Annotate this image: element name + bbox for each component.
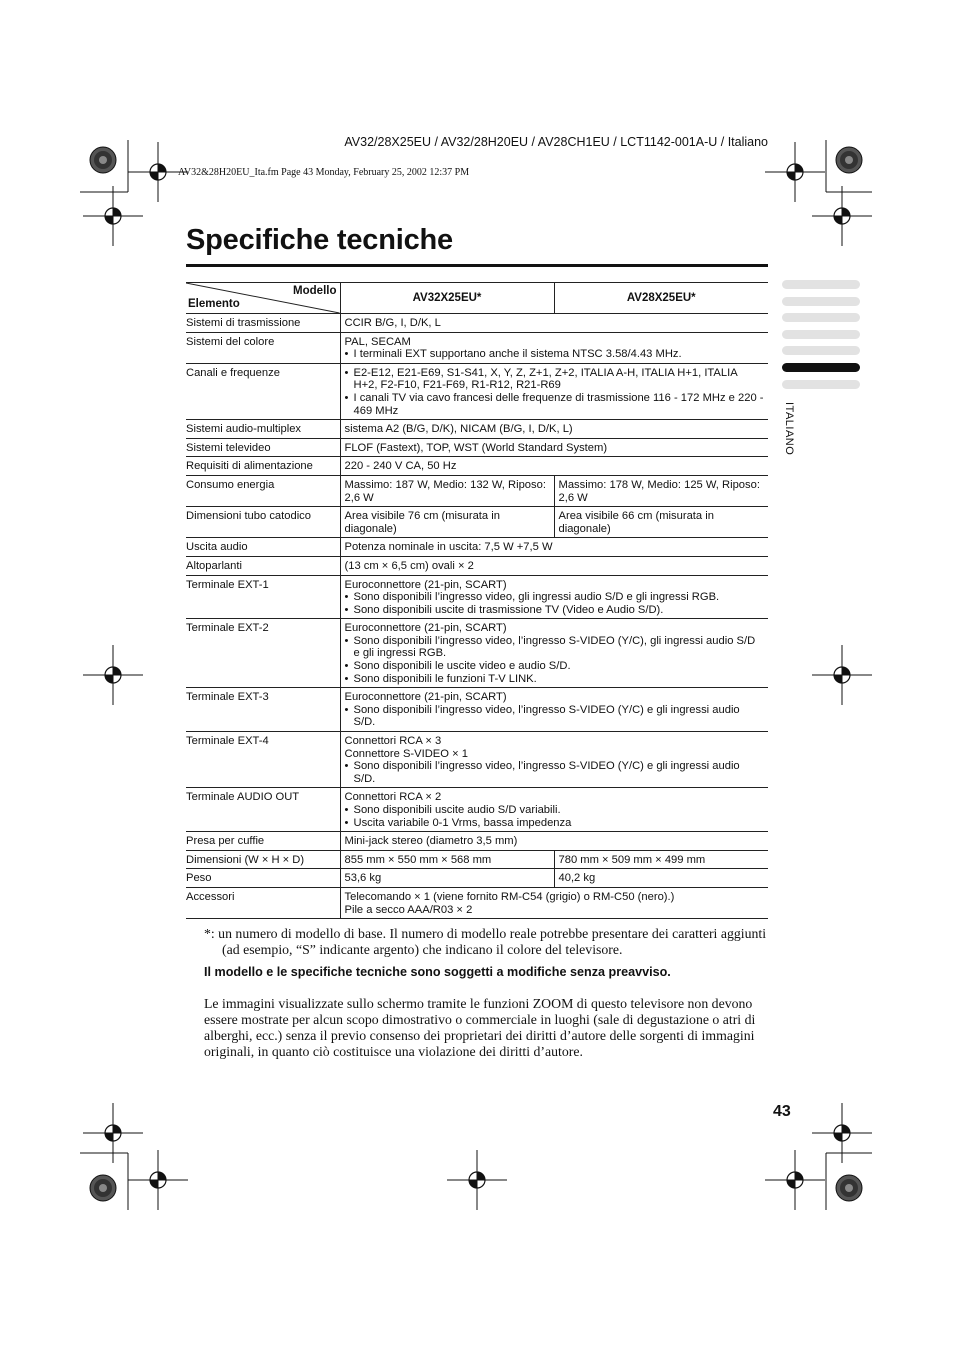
- row-label: Altoparlanti: [186, 556, 340, 575]
- row-value: [340, 457, 768, 476]
- value-line: Connettore S-VIDEO × 1: [344, 747, 468, 760]
- header-models: AV32/28X25EU / AV32/28H20EU / AV28CH1EU / LCT1142-001A-U / Italiano: [344, 135, 768, 149]
- row-value-col1: 53,6 kg: [340, 869, 554, 888]
- diagonal-header-cell: [186, 283, 340, 314]
- spec-table-header: [186, 283, 768, 314]
- table-row: [186, 887, 768, 918]
- value-line: CCIR B/G, I, D/K, L: [344, 317, 441, 329]
- value-line: Potenza nominale in uscita: 7,5 W +7,5 W: [344, 541, 553, 554]
- bullet-item: • I terminali EXT supportano anche il sistema NTSC 3.58/4.43 MHz.: [345, 348, 765, 361]
- tab-bar: [782, 297, 860, 306]
- tab-bar: [782, 380, 860, 389]
- row-value-col2: Massimo: 178 W, Medio: 125 W, Riposo: 2,6 W: [554, 475, 768, 506]
- row-value: [340, 420, 768, 439]
- bullet-list: [345, 367, 765, 417]
- row-label: Terminale AUDIO OUT: [186, 788, 340, 832]
- side-language-label: ITALIANO: [783, 402, 795, 456]
- row-label: Terminale EXT-1: [186, 575, 340, 619]
- row-label: Accessori: [186, 887, 340, 918]
- row-value: [340, 832, 768, 851]
- row-label: Terminale EXT-2: [186, 619, 340, 688]
- model-header-2: AV28X25EU*: [554, 283, 768, 314]
- model-header-1: AV32X25EU*: [340, 283, 554, 314]
- row-value-col1: Area visibile 76 cm (misurata in diagonale): [340, 507, 554, 538]
- row-label: Uscita audio: [186, 538, 340, 557]
- row-label: Sistemi del colore: [186, 332, 340, 363]
- tab-bar-active: [782, 363, 860, 372]
- table-row: [186, 457, 768, 476]
- row-value: [340, 688, 768, 732]
- table-row: [186, 314, 768, 333]
- bullet-list: [345, 348, 765, 361]
- row-value: [340, 732, 768, 788]
- language-tab-bars: [782, 280, 860, 396]
- table-row: [186, 732, 768, 788]
- bullet-list: [345, 635, 765, 685]
- row-value: [340, 788, 768, 832]
- tab-bar: [782, 346, 860, 355]
- value-line: 220 - 240 V CA, 50 Hz: [344, 460, 457, 473]
- bullet-list: [345, 591, 765, 616]
- table-row: [186, 832, 768, 851]
- row-value: [340, 538, 768, 557]
- value-line: Connettori RCA × 3: [344, 735, 442, 748]
- tab-bar: [782, 313, 860, 322]
- table-row: [186, 332, 768, 363]
- bullet-item: • Sono disponibili l’ingresso video, l’ingresso S-VIDEO (Y/C) e gli ingressi audio S/D.: [345, 760, 765, 785]
- row-value: [340, 438, 768, 457]
- value-line: Mini-jack stereo (diametro 3,5 mm): [344, 835, 518, 848]
- row-value-col2: Area visibile 66 cm (misurata in diagonale): [554, 507, 768, 538]
- row-value: [340, 556, 768, 575]
- row-value: [340, 314, 768, 333]
- bullet-item: • Sono disponibili le uscite video e audio S/D.: [345, 660, 765, 673]
- row-value: [340, 332, 768, 363]
- bullet-item: • Sono disponibili le funzioni T-V LINK.: [345, 673, 765, 686]
- row-label: Presa per cuffie: [186, 832, 340, 851]
- row-label: Canali e frequenze: [186, 363, 340, 419]
- row-value-col2: 40,2 kg: [554, 869, 768, 888]
- footnote: *: un numero di modello di base. Il numero di modello reale potrebbe presentare dei caratteri aggiunti (ad esempio, “S” indicante argento) che indicano il colore del televisore.: [204, 926, 767, 957]
- value-line: sistema A2 (B/G, D/K), NICAM (B/G, I, D/K, L): [344, 423, 573, 436]
- row-label: Requisiti di alimentazione: [186, 457, 340, 476]
- value-line: FLOF (Fastext), TOP, WST (World Standard System): [344, 441, 608, 454]
- value-line: Euroconnettore (21-pin, SCART): [344, 578, 507, 591]
- bullet-list: [345, 704, 765, 729]
- header-file-info: AV32&28H20EU_Ita.fm Page 43 Monday, February 25, 2002 12:37 PM: [178, 167, 470, 178]
- bullet-item: • Sono disponibili uscite di trasmissione TV (Video e Audio S/D).: [345, 604, 765, 617]
- row-label: Sistemi di trasmissione: [186, 314, 340, 333]
- table-row: [186, 475, 768, 506]
- value-line: Euroconnettore (21-pin, SCART): [344, 691, 507, 704]
- table-row: [186, 507, 768, 538]
- header-model-label: Modello: [293, 285, 337, 297]
- row-value-col1: 855 mm × 550 mm × 568 mm: [340, 850, 554, 869]
- row-value: [340, 887, 768, 918]
- value-line: (13 cm × 6,5 cm) ovali × 2: [344, 559, 474, 572]
- table-row: [186, 619, 768, 688]
- tab-bar: [782, 330, 860, 339]
- bullet-item: • Sono disponibili l’ingresso video, l’ingresso S-VIDEO (Y/C), gli ingressi audio S/D e gli ingressi RGB.: [345, 635, 765, 660]
- spec-table: [186, 282, 768, 919]
- title-rule: [186, 264, 768, 267]
- value-line: Pile a secco AAA/R03 × 2: [344, 903, 473, 916]
- zoom-copyright-paragraph: Le immagini visualizzate sullo schermo tramite le funzioni ZOOM di questo televisore non devono essere mostrate per alcun scopo dimostrativo o commerciale in luoghi (sale di degustazione o atri di alberghi, ecc.) senza il previo consenso dei proprietari dei diritti d’autore delle sorgenti di immagini originali, in quanto ciò costituisce una violazione dei diritti d’autore.: [204, 996, 756, 1059]
- row-label: Terminale EXT-3: [186, 688, 340, 732]
- bullet-list: [345, 804, 765, 829]
- spec-table-body: [186, 314, 768, 919]
- bullet-item: • Sono disponibili uscite audio S/D variabili.: [345, 804, 765, 817]
- row-value: [340, 619, 768, 688]
- page-number: 43: [773, 1103, 791, 1120]
- row-value-col1: Massimo: 187 W, Medio: 132 W, Riposo: 2,6 W: [340, 475, 554, 506]
- table-row: [186, 688, 768, 732]
- row-label: Sistemi televideo: [186, 438, 340, 457]
- table-row: [186, 575, 768, 619]
- row-value: [340, 363, 768, 419]
- row-label: Sistemi audio-multiplex: [186, 420, 340, 439]
- value-line: Connettori RCA × 2: [344, 791, 442, 804]
- change-notice: Il modello e le specifiche tecniche sono soggetti a modifiche senza preavviso.: [204, 965, 671, 979]
- row-label: Dimensioni tubo catodico: [186, 507, 340, 538]
- bullet-list: [345, 760, 765, 785]
- row-label: Dimensioni (W × H × D): [186, 850, 340, 869]
- row-value-col2: 780 mm × 509 mm × 499 mm: [554, 850, 768, 869]
- tab-bar: [782, 280, 860, 289]
- table-row: [186, 556, 768, 575]
- table-row: [186, 438, 768, 457]
- row-label: Peso: [186, 869, 340, 888]
- bullet-item: • E2-E12, E21-E69, S1-S41, X, Y, Z, Z+1, Z+2, ITALIA A-H, ITALIA H+1, ITALIA H+2, F2-F10, F21-F69, R1-R12, R21-R69: [345, 367, 765, 392]
- table-row: [186, 788, 768, 832]
- row-label: Terminale EXT-4: [186, 732, 340, 788]
- table-row: [186, 538, 768, 557]
- bullet-item: • Uscita variabile 0-1 Vrms, bassa impedenza: [345, 817, 765, 830]
- value-line: Telecomando × 1 (viene fornito RM-C54 (grigio) o RM-C50 (nero).): [344, 890, 675, 903]
- bullet-item: • Sono disponibili l’ingresso video, l’ingresso S-VIDEO (Y/C) e gli ingressi audio S/D.: [345, 704, 765, 729]
- table-row: [186, 850, 768, 869]
- row-label: Consumo energia: [186, 475, 340, 506]
- table-row: [186, 869, 768, 888]
- page-title: Specifiche tecniche: [186, 224, 453, 256]
- bullet-item: • I canali TV via cavo francesi delle frequenze di trasmissione 116 - 172 MHz e 220 - 469 MHz: [345, 392, 765, 417]
- bullet-item: • Sono disponibili l’ingresso video, gli ingressi audio S/D e gli ingressi RGB.: [345, 591, 765, 604]
- table-row: [186, 420, 768, 439]
- value-line: PAL, SECAM: [344, 335, 411, 348]
- header-element-label: Elemento: [188, 298, 240, 311]
- value-line: Euroconnettore (21-pin, SCART): [344, 622, 507, 635]
- table-row: [186, 363, 768, 419]
- row-value: [340, 575, 768, 619]
